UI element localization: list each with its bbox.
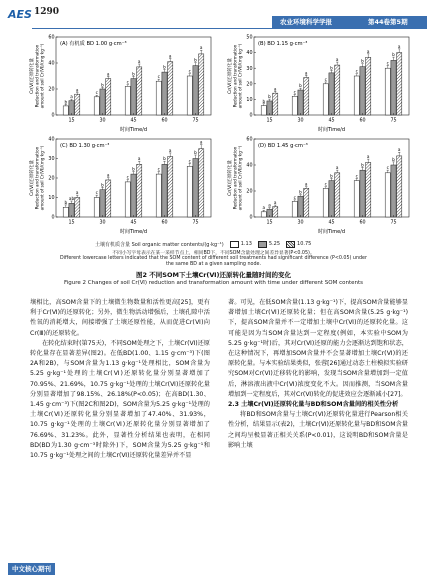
significance-letter: b — [132, 71, 135, 77]
x-tick-label: 30 — [99, 220, 106, 226]
significance-letter: c — [355, 68, 358, 74]
bar — [360, 67, 365, 115]
significance-letter: a — [75, 190, 79, 196]
x-tick-label: 45 — [130, 118, 137, 124]
significance-letter: c — [188, 68, 191, 74]
bar — [273, 93, 278, 115]
bar — [125, 86, 130, 115]
panel-tag: (B) BD 1.15 g·cm⁻³ — [258, 41, 308, 47]
y-tick-label: 60 — [246, 137, 253, 143]
x-tick-label: 75 — [192, 220, 199, 226]
significance-letter: a — [268, 202, 271, 208]
x-axis-label: 时间Time/d — [317, 127, 346, 133]
header-rule — [32, 28, 427, 29]
figure-caption-cn: 图2 不同SOM下土壤Cr(Ⅵ)还原转化量随时间的变化 — [135, 271, 292, 279]
bar — [199, 149, 204, 217]
bar — [137, 164, 142, 217]
significance-letter: a — [168, 53, 172, 59]
significance-letter: c — [188, 158, 191, 164]
chart-legend — [95, 239, 355, 249]
x-tick-label: 75 — [390, 220, 397, 226]
bar — [360, 170, 365, 217]
bar — [354, 76, 359, 115]
significance-letter: b — [64, 99, 68, 105]
bar — [162, 72, 167, 115]
significance-letter: b — [132, 166, 135, 172]
chart-panel-b — [228, 33, 413, 133]
significance-letter: a — [397, 43, 401, 49]
y-axis-label-en-1: Reduction and transformation — [232, 44, 238, 108]
significance-letter: b — [330, 173, 333, 179]
bar — [125, 182, 130, 217]
bar — [261, 106, 266, 115]
chart-panel-d — [228, 135, 413, 235]
y-tick-label: 20 — [48, 87, 55, 93]
section-heading-2-3: 2.3 土壤Cr(Ⅵ)还原转化量与BD和SOM含量间的相关性分析 — [228, 401, 399, 409]
bar — [193, 66, 198, 115]
bar — [273, 207, 278, 217]
y-axis-label-cn: Cr(Ⅵ)还原转化量 — [228, 160, 233, 196]
body-right-column — [228, 298, 408, 451]
significance-letter: b — [330, 65, 333, 71]
x-tick-label: 60 — [359, 118, 366, 124]
bar — [63, 106, 68, 115]
significance-letter: c — [324, 181, 327, 187]
x-tick-label: 45 — [328, 118, 335, 124]
bar — [323, 84, 328, 115]
y-axis-label-en-1: Reduction and transformation — [34, 146, 40, 210]
bar — [304, 78, 309, 115]
significance-letter: c — [126, 79, 129, 85]
significance-letter: b — [64, 199, 68, 205]
chart-panel-c — [30, 135, 215, 235]
bar — [94, 198, 99, 218]
significance-letter: b — [299, 83, 302, 89]
y-tick-label: 30 — [48, 157, 55, 163]
significance-letter: c — [293, 194, 296, 200]
journal-issue: 第44卷第5期 — [368, 18, 408, 26]
significance-letter: b — [268, 94, 271, 100]
significance-letter: a — [262, 205, 266, 211]
significance-letter: b — [163, 156, 166, 162]
bar — [69, 101, 74, 115]
body-left-column — [30, 298, 210, 461]
significance-letter: c — [157, 166, 160, 172]
significance-letter: b — [392, 156, 395, 162]
significance-letter: a — [199, 45, 203, 51]
bar — [267, 101, 272, 115]
bar — [106, 180, 111, 217]
bar — [162, 164, 167, 217]
y-tick-label: 20 — [246, 82, 253, 88]
significance-letter: a — [137, 59, 141, 65]
bar — [335, 173, 340, 217]
bar — [391, 165, 396, 217]
x-axis-label: 时间Time/d — [317, 229, 346, 235]
significance-letter: b — [194, 57, 197, 63]
bar — [193, 159, 198, 218]
y-axis-label-en-1: Reduction and transformation — [34, 44, 40, 108]
bar — [168, 62, 173, 115]
chart-panel-a — [30, 33, 215, 133]
significance-letter: c — [324, 76, 327, 82]
bar — [385, 173, 390, 217]
x-tick-label: 30 — [297, 220, 304, 226]
significance-letter: b — [194, 149, 197, 155]
bar — [156, 81, 161, 115]
x-tick-label: 30 — [297, 118, 304, 124]
y-tick-label: 40 — [246, 163, 253, 169]
figure-caption-en: Figure 2 Changes of soil Cr(Ⅵ) reduction and transformation amount with time under different SOM contents — [63, 280, 364, 286]
significance-letter: a — [335, 57, 339, 63]
significance-letter: a — [273, 200, 277, 206]
bar — [137, 67, 142, 115]
significance-letter: b — [163, 64, 166, 70]
x-tick-label: 60 — [161, 118, 168, 124]
y-tick-label: 50 — [246, 35, 253, 41]
bar — [329, 181, 334, 217]
bar — [187, 76, 192, 115]
bar — [298, 196, 303, 217]
bar — [261, 212, 266, 217]
page-number: 1290 — [34, 7, 60, 17]
y-tick-label: 10 — [48, 196, 55, 202]
bar — [63, 207, 68, 217]
x-tick-label: 75 — [390, 118, 397, 124]
x-tick-label: 60 — [161, 220, 168, 226]
significance-letter: a — [304, 181, 308, 187]
bar — [75, 198, 80, 218]
significance-letter: b — [101, 82, 104, 88]
significance-letter: c — [157, 74, 160, 80]
significance-letter: a — [168, 147, 172, 153]
significance-letter: a — [366, 48, 370, 54]
significance-letter: c — [95, 190, 98, 196]
bar — [335, 65, 340, 115]
y-tick-label: 20 — [48, 176, 55, 182]
bar — [199, 54, 204, 115]
body-right-paragraph-1: 著。可见，在低SOM含量(1.13 g·kg⁻¹)下，提高SOM含量能够显著增加土壤Cr(Ⅵ)还原转化量；但在高SOM含量(5.25 g·kg⁻¹)下，提高SOM含量并不一定增加土壤中Cr(Ⅵ)的还原转化量。这可能是因为当SOM含量达到一定程度(例如，本实验中SOM为5.25 g·kg⁻¹时)后，其对Cr(Ⅵ)还原的能力会逐渐达到饱和状态，在这种情况下，再增加SOM含量并不会显著增加土壤Cr(Ⅵ)的还原转化量。与本实验结果类似，张蓉[26]通过动态土柱模拟实验研究SOM对Cr(Ⅵ)迁移转化的影响，发现当SOM含量增加到一定值后，淋溶液出液中Cr(Ⅵ)浓度变化不大。因而推测，当SOM含量增加到一定程度后，其对Cr(Ⅵ)转化的促进效应会逐渐减小[27]。 — [228, 299, 408, 398]
y-tick-label: 0 — [51, 113, 55, 119]
body-right-paragraph-2: 将BD和SOM含量与土壤Cr(Ⅵ)还原转化量进行Pearson相关性分析，结果显示(表2)，土壤Cr(Ⅵ)还原转化量与BD和SOM含量之间均呈极显著正相关关系(P<0.01)，这说明BD和SOM含量是影响土壤 — [228, 411, 408, 449]
bar — [69, 203, 74, 217]
significance-letter: b — [392, 52, 395, 58]
y-tick-label: 0 — [51, 215, 55, 221]
significance-letter: b — [361, 58, 364, 64]
significance-letter: a — [75, 87, 79, 93]
x-tick-label: 60 — [359, 220, 366, 226]
y-tick-label: 0 — [249, 113, 253, 119]
y-axis-label-cn: Cr(Ⅵ)还原转化量 — [30, 160, 35, 196]
legend-swatch-3 — [286, 241, 295, 248]
body-left-paragraph-1: 壤相比，高SOM含量下的土壤微生物数量和活性更高[25]，更有利于Cr(Ⅵ)的还原转化；另外，微生物活动增强后，土壤孔隙中活性氧的消耗增大，间接增强了土壤还原性能，从而促进Cr(Ⅵ)向Cr(Ⅲ)的还原转化。 — [30, 299, 210, 337]
significance-letter: ab — [68, 196, 75, 202]
significance-letter: c — [126, 174, 129, 180]
significance-letter: a — [137, 156, 141, 162]
bar — [94, 97, 99, 115]
y-tick-label: 30 — [246, 66, 253, 72]
y-axis-label-en-2: amount of soil Cr(Ⅵ)/(mg·kg⁻¹) — [39, 145, 45, 211]
significance-letter: c — [355, 173, 358, 179]
bar — [131, 79, 136, 115]
y-tick-label: 40 — [246, 51, 253, 57]
page-header — [0, 0, 427, 26]
bar — [75, 94, 80, 115]
significance-letter: a — [106, 71, 110, 77]
y-axis-label-en-2: amount of soil Cr(Ⅵ)/(mg·kg⁻¹) — [39, 43, 45, 109]
bar — [156, 174, 161, 217]
bar — [397, 53, 402, 115]
legend-swatch-2 — [258, 241, 267, 248]
significance-letter: a — [199, 139, 203, 145]
panel-tag: (C) BD 1.30 g·cm⁻³ — [60, 143, 110, 149]
y-axis-label-en-2: amount of soil Cr(Ⅵ)/(mg·kg⁻¹) — [237, 43, 243, 109]
bar — [100, 89, 105, 115]
legend-prefix: 土壤有机质含量 Soil organic matter contents/(g·kg⁻¹) — [95, 241, 224, 248]
y-tick-label: 20 — [246, 189, 253, 195]
y-axis-label-en-2: amount of soil Cr(Ⅵ)/(mg·kg⁻¹) — [237, 145, 243, 211]
bar — [366, 162, 371, 217]
figure-note-en-2: the same BD at a given sampling node. — [166, 262, 261, 267]
footer-tag: 中文核心期刊 — [8, 563, 55, 575]
significance-letter: b — [299, 189, 302, 195]
significance-letter: c — [293, 89, 296, 95]
bar — [329, 73, 334, 115]
x-tick-label: 15 — [68, 118, 75, 124]
significance-letter: a — [106, 172, 110, 178]
y-tick-label: 60 — [48, 35, 55, 41]
journal-logo: AES — [8, 8, 32, 21]
x-axis-label: 时间Time/d — [119, 127, 148, 133]
bar — [298, 90, 303, 115]
x-tick-label: 45 — [328, 220, 335, 226]
bar — [385, 68, 390, 115]
x-tick-label: 15 — [266, 118, 273, 124]
bar — [168, 157, 173, 217]
significance-letter: a — [70, 94, 73, 100]
significance-letter: c — [386, 165, 389, 171]
bar — [391, 60, 396, 115]
significance-letter: b — [262, 98, 266, 104]
bar — [292, 96, 297, 115]
bar — [292, 201, 297, 217]
figure-note-cn: 不同小写字母表示在某一采样节点上，相同BD下，不同SOM含量处理之间差异显著(P<0.05)。 — [112, 251, 315, 256]
significance-letter: a — [335, 165, 339, 171]
y-tick-label: 40 — [48, 61, 55, 67]
y-axis-label-en-1: Reduction and transformation — [232, 146, 238, 210]
legend-swatch-1 — [230, 241, 239, 248]
y-tick-label: 40 — [48, 137, 55, 143]
x-tick-label: 15 — [68, 220, 75, 226]
bar — [131, 174, 136, 217]
x-tick-label: 30 — [99, 118, 106, 124]
significance-letter: c — [386, 60, 389, 66]
x-tick-label: 15 — [266, 220, 273, 226]
significance-letter: c — [95, 90, 98, 96]
bar — [366, 57, 371, 115]
x-tick-label: 75 — [192, 118, 199, 124]
significance-letter: b — [101, 182, 104, 188]
significance-letter: a — [366, 154, 370, 160]
bar — [304, 188, 309, 217]
y-axis-label-cn: Cr(Ⅵ)还原转化量 — [30, 58, 35, 94]
figure-note-en-1: Different lowercase letters indicated that the SOM content of different soil treatments had significant difference (P<0.05) under — [60, 256, 367, 261]
significance-letter: b — [361, 162, 364, 168]
bar — [354, 181, 359, 217]
legend-item-2: 5.25 — [268, 241, 281, 247]
bar — [106, 79, 111, 115]
legend-item-3: 10.75 — [297, 241, 312, 247]
panel-tag: (D) BD 1.45 g·cm⁻³ — [258, 143, 308, 149]
bar — [397, 156, 402, 217]
y-tick-label: 0 — [249, 215, 253, 221]
y-axis-label-cn: Cr(Ⅵ)还原转化量 — [228, 58, 233, 94]
bar — [323, 188, 328, 217]
significance-letter: a — [273, 86, 277, 92]
bar — [100, 190, 105, 217]
significance-letter: a — [397, 147, 401, 153]
panel-tag: (A) 有机质 BD 1.00 g·cm⁻³ — [60, 41, 127, 47]
significance-letter: a — [304, 70, 308, 76]
legend-item-1: 1.13 — [240, 241, 252, 247]
bar — [187, 166, 192, 217]
journal-name: 农业环境科学学报 — [280, 18, 332, 26]
body-left-paragraph-2: 在转化结束时(第75天)，不同SOM处理之下，土壤Cr(Ⅵ)还原转化量存在显著差异(图2)。在低BD(1.00、1.15 g·cm⁻³)下(图2A和2B)，与SOM含量为1.13 g·kg⁻¹处理相比，SOM含量为5.25 g·kg⁻¹处理的土壤Cr(Ⅵ)还原转化量分别显著增加了70.95%、21.69%，10.75 g·kg⁻¹处理的土壤Cr(Ⅵ)还原转化量分别显著增加了98.15%、26.18%(P<0.05)；在高BD(1.30、1.45 g·cm⁻³)下(图2C和图2D)，SOM含量为5.25 g·kg⁻¹处理的土壤Cr(Ⅵ)还原转化量分别显著增加了47.40%、31.93%，10.75 g·kg⁻¹处理的土壤Cr(Ⅵ)还原转化量分别显著增加了76.69%、31.23%。此外，显著性分析结果也表明，在相同BD(BD为1.30 g·cm⁻³时除外)下，SOM含量为5.25 g·kg⁻¹和10.75 g·kg⁻¹处理之间的土壤Cr(Ⅵ)还原转化量差异并不显 — [30, 339, 210, 460]
x-tick-label: 45 — [130, 220, 137, 226]
x-axis-label: 时间Time/d — [119, 229, 148, 235]
y-tick-label: 10 — [246, 98, 253, 103]
